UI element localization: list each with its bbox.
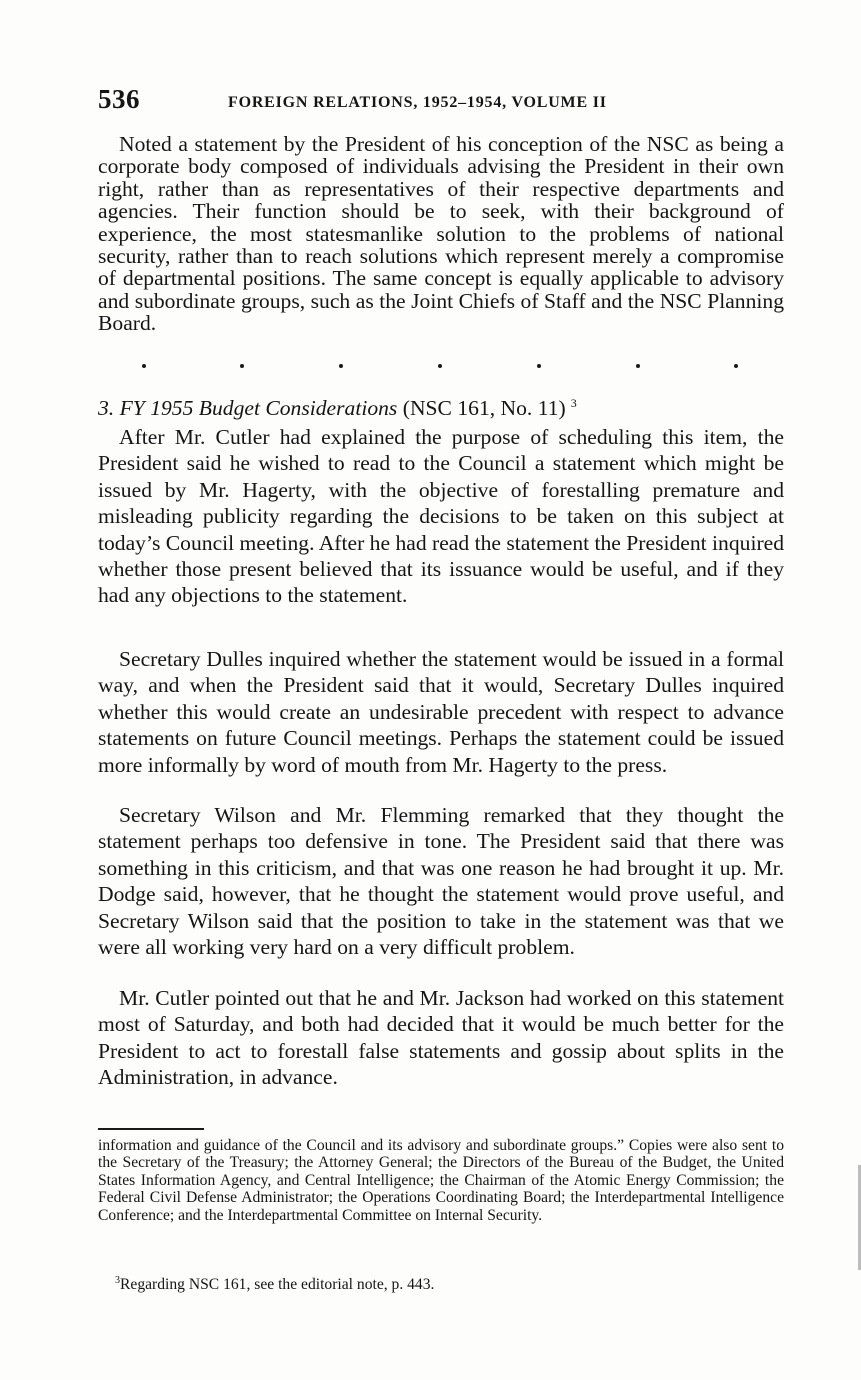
ellipsis-dot [734,364,738,368]
section-heading [98,390,784,422]
section-title: FY 1955 Budget Considerations [119,396,398,420]
footnote-mark: 3 [570,396,577,410]
section-number: 3. [98,396,115,420]
ellipsis-dot [537,364,541,368]
ellipsis-dot [142,364,146,368]
section-reference: (NSC 161, No. 11) [402,396,566,420]
paragraph-dulles-inquiry: Secretary Dulles inquired whether the statement would be issued in a formal way, and when the President said that it would, Secretary Dulles inquired whether this would create an undesirable precedent with respect to advance statements on future Council meetings. Perhaps the statement could be issued more informally by word of mouth from Mr. Hagerty to the press. [98,647,784,777]
ellipsis-dot [240,364,244,368]
paragraph-cutler-explanation: After Mr. Cutler had explained the purpose of scheduling this item, the President said he wished to read to the Council a statement which might be issued by Mr. Hagerty, with the objective of forestalling premature and misleading publicity regarding the decisions to be taken on this subject at today’s Council meeting. After he had read the statement the President inquired whether those present believed that its issuance would be useful, and if they had any objections to the statement. [98,425,785,608]
ellipsis-dot [339,364,343,368]
running-head: FOREIGN RELATIONS, 1952–1954, VOLUME II [228,94,607,111]
omission-ellipsis [98,360,784,376]
footnote-continued: information and guidance of the Council and its advisory and subordinate groups.” Copies were also sent to the Secretary of the Treasury; the Attorney General; the Directors of the Bureau of the Budget, the United States Information Agency, and Central Intelligence; the Chairman of the Atomic Energy Commission; the Federal Civil Defense Administrator; the Operations Coordinating Board; the Interdepartmental Intelligence Conference; and the Interdepartmental Committee on Internal Security. [98,1137,784,1224]
paragraph-nsc-concept: Noted a statement by the President of his conception of the NSC as being a corporate body composed of individuals advising the President in their own right, rather than as representatives of their respective departments and agencies. Their function should be to seek, with their background of experience, the most statesmanlike solution to the problems of national security, rather than to reach solutions which represent merely a compromise of departmental positions. The same concept is equally applicable to advisory and subordinate groups, such as the Joint Chiefs of Staff and the NSC Planning Board. [98,132,784,336]
footnote-3-mark: 3 [115,1275,120,1286]
footnote-3-text: Regarding NSC 161, see the editorial note, p. 443. [120,1276,435,1293]
ellipsis-dot [636,364,640,368]
paragraph-cutler-jackson: Mr. Cutler pointed out that he and Mr. Jackson had worked on this statement most of Saturday, and both had decided that it would be much better for the President to act to forestall false statements and gossip about splits in the Administration, in advance. [98,986,784,1090]
footnote-3 [115,1272,784,1294]
page-number: 536 [98,84,140,114]
footnote-divider [98,1128,204,1130]
page-header [98,80,788,120]
ellipsis-dot [438,364,442,368]
paragraph-wilson-flemming: Secretary Wilson and Mr. Flemming remarked that they thought the statement perhaps too defensive in tone. The President said that there was something in this criticism, and that was one reason he had brought it up. Mr. Dodge said, however, that he thought the statement would prove useful, and Secretary Wilson said that the position to take in the statement was that we were all working very hard on a very difficult problem. [98,803,784,960]
